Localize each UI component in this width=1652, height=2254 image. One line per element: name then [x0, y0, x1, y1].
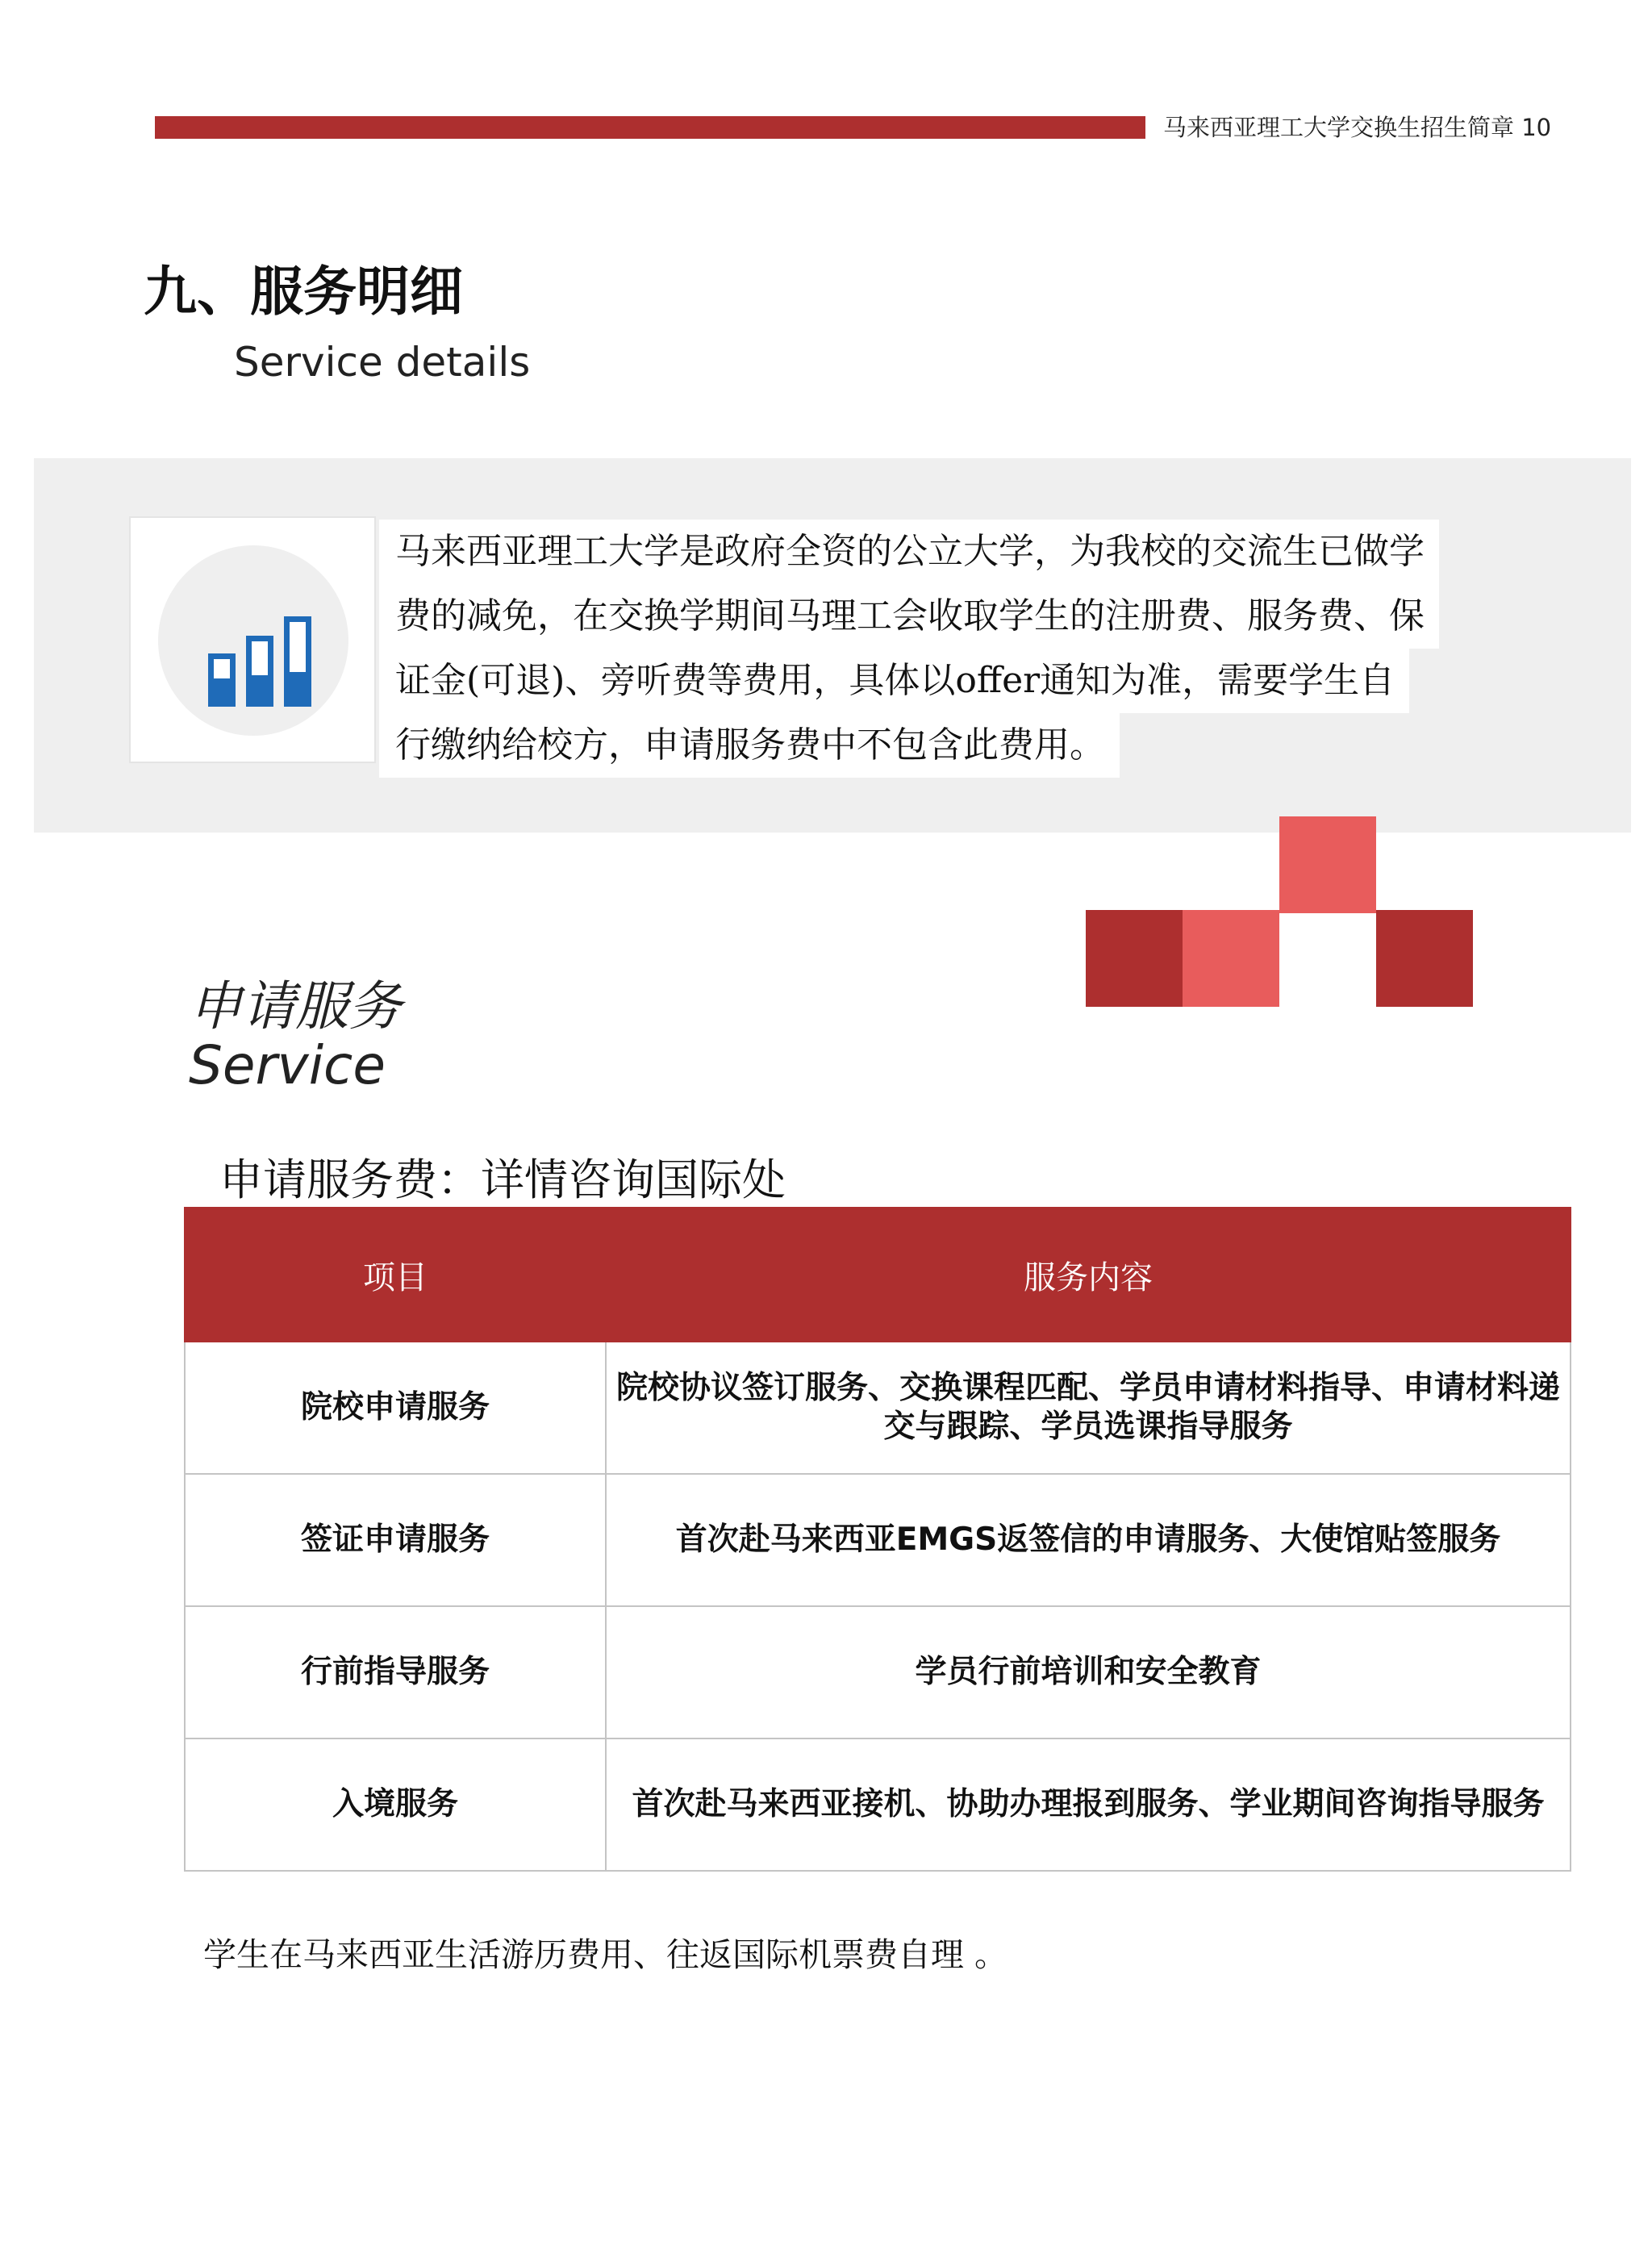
row-content: 学员行前培训和安全教育	[606, 1606, 1571, 1739]
bar-chart-icon	[158, 545, 348, 736]
row-item: 签证申请服务	[185, 1474, 606, 1606]
info-text	[379, 520, 1508, 778]
footnote: 学生在马来西亚生活游历费用、往返国际机票费自理 。	[203, 1935, 1008, 1974]
section-subtitle: Service details	[234, 339, 531, 386]
service-heading-en: Service	[189, 1034, 386, 1096]
table-row	[185, 1739, 1571, 1871]
info-line: 行缴纳给校方，申请服务费中不包含此费用。	[379, 713, 1120, 778]
service-table	[184, 1207, 1571, 1872]
table-row	[185, 1474, 1571, 1606]
service-heading-cn: 申请服务	[189, 975, 402, 1037]
table-row	[185, 1606, 1571, 1739]
row-content: 院校协议签订服务、交换课程匹配、学员申请材料指导、申请材料递交与跟踪、学员选课指导服务	[606, 1342, 1571, 1474]
column-header-item: 项目	[185, 1208, 606, 1342]
deco-square	[1376, 910, 1473, 1007]
info-line: 证金(可退)、旁听费等费用，具体以offer通知为准，需要学生自	[379, 649, 1409, 713]
header-bar	[155, 116, 1145, 139]
row-item: 院校申请服务	[185, 1342, 606, 1474]
table-header-row	[185, 1208, 1571, 1342]
service-fee-line: 申请服务费：详情咨询国际处	[219, 1154, 786, 1205]
section-title: 九、服务明细	[144, 261, 463, 323]
row-item: 入境服务	[185, 1739, 606, 1871]
deco-square	[1279, 816, 1376, 913]
icon-box	[129, 516, 376, 763]
info-line: 费的减免，在交换学期间马理工会收取学生的注册费、服务费、保	[379, 584, 1439, 649]
header-title: 马来西亚理工大学交换生招生简章 10	[1163, 114, 1552, 141]
deco-square	[1086, 910, 1183, 1007]
info-line: 马来西亚理工大学是政府全资的公立大学，为我校的交流生已做学	[379, 520, 1439, 584]
row-content: 首次赴马来西亚EMGS返签信的申请服务、大使馆贴签服务	[606, 1474, 1571, 1606]
row-content: 首次赴马来西亚接机、协助办理报到服务、学业期间咨询指导服务	[606, 1739, 1571, 1871]
column-header-content: 服务内容	[606, 1208, 1571, 1342]
deco-square	[1183, 910, 1279, 1007]
icon-circle	[158, 545, 348, 736]
table-row	[185, 1342, 1571, 1474]
row-item: 行前指导服务	[185, 1606, 606, 1739]
